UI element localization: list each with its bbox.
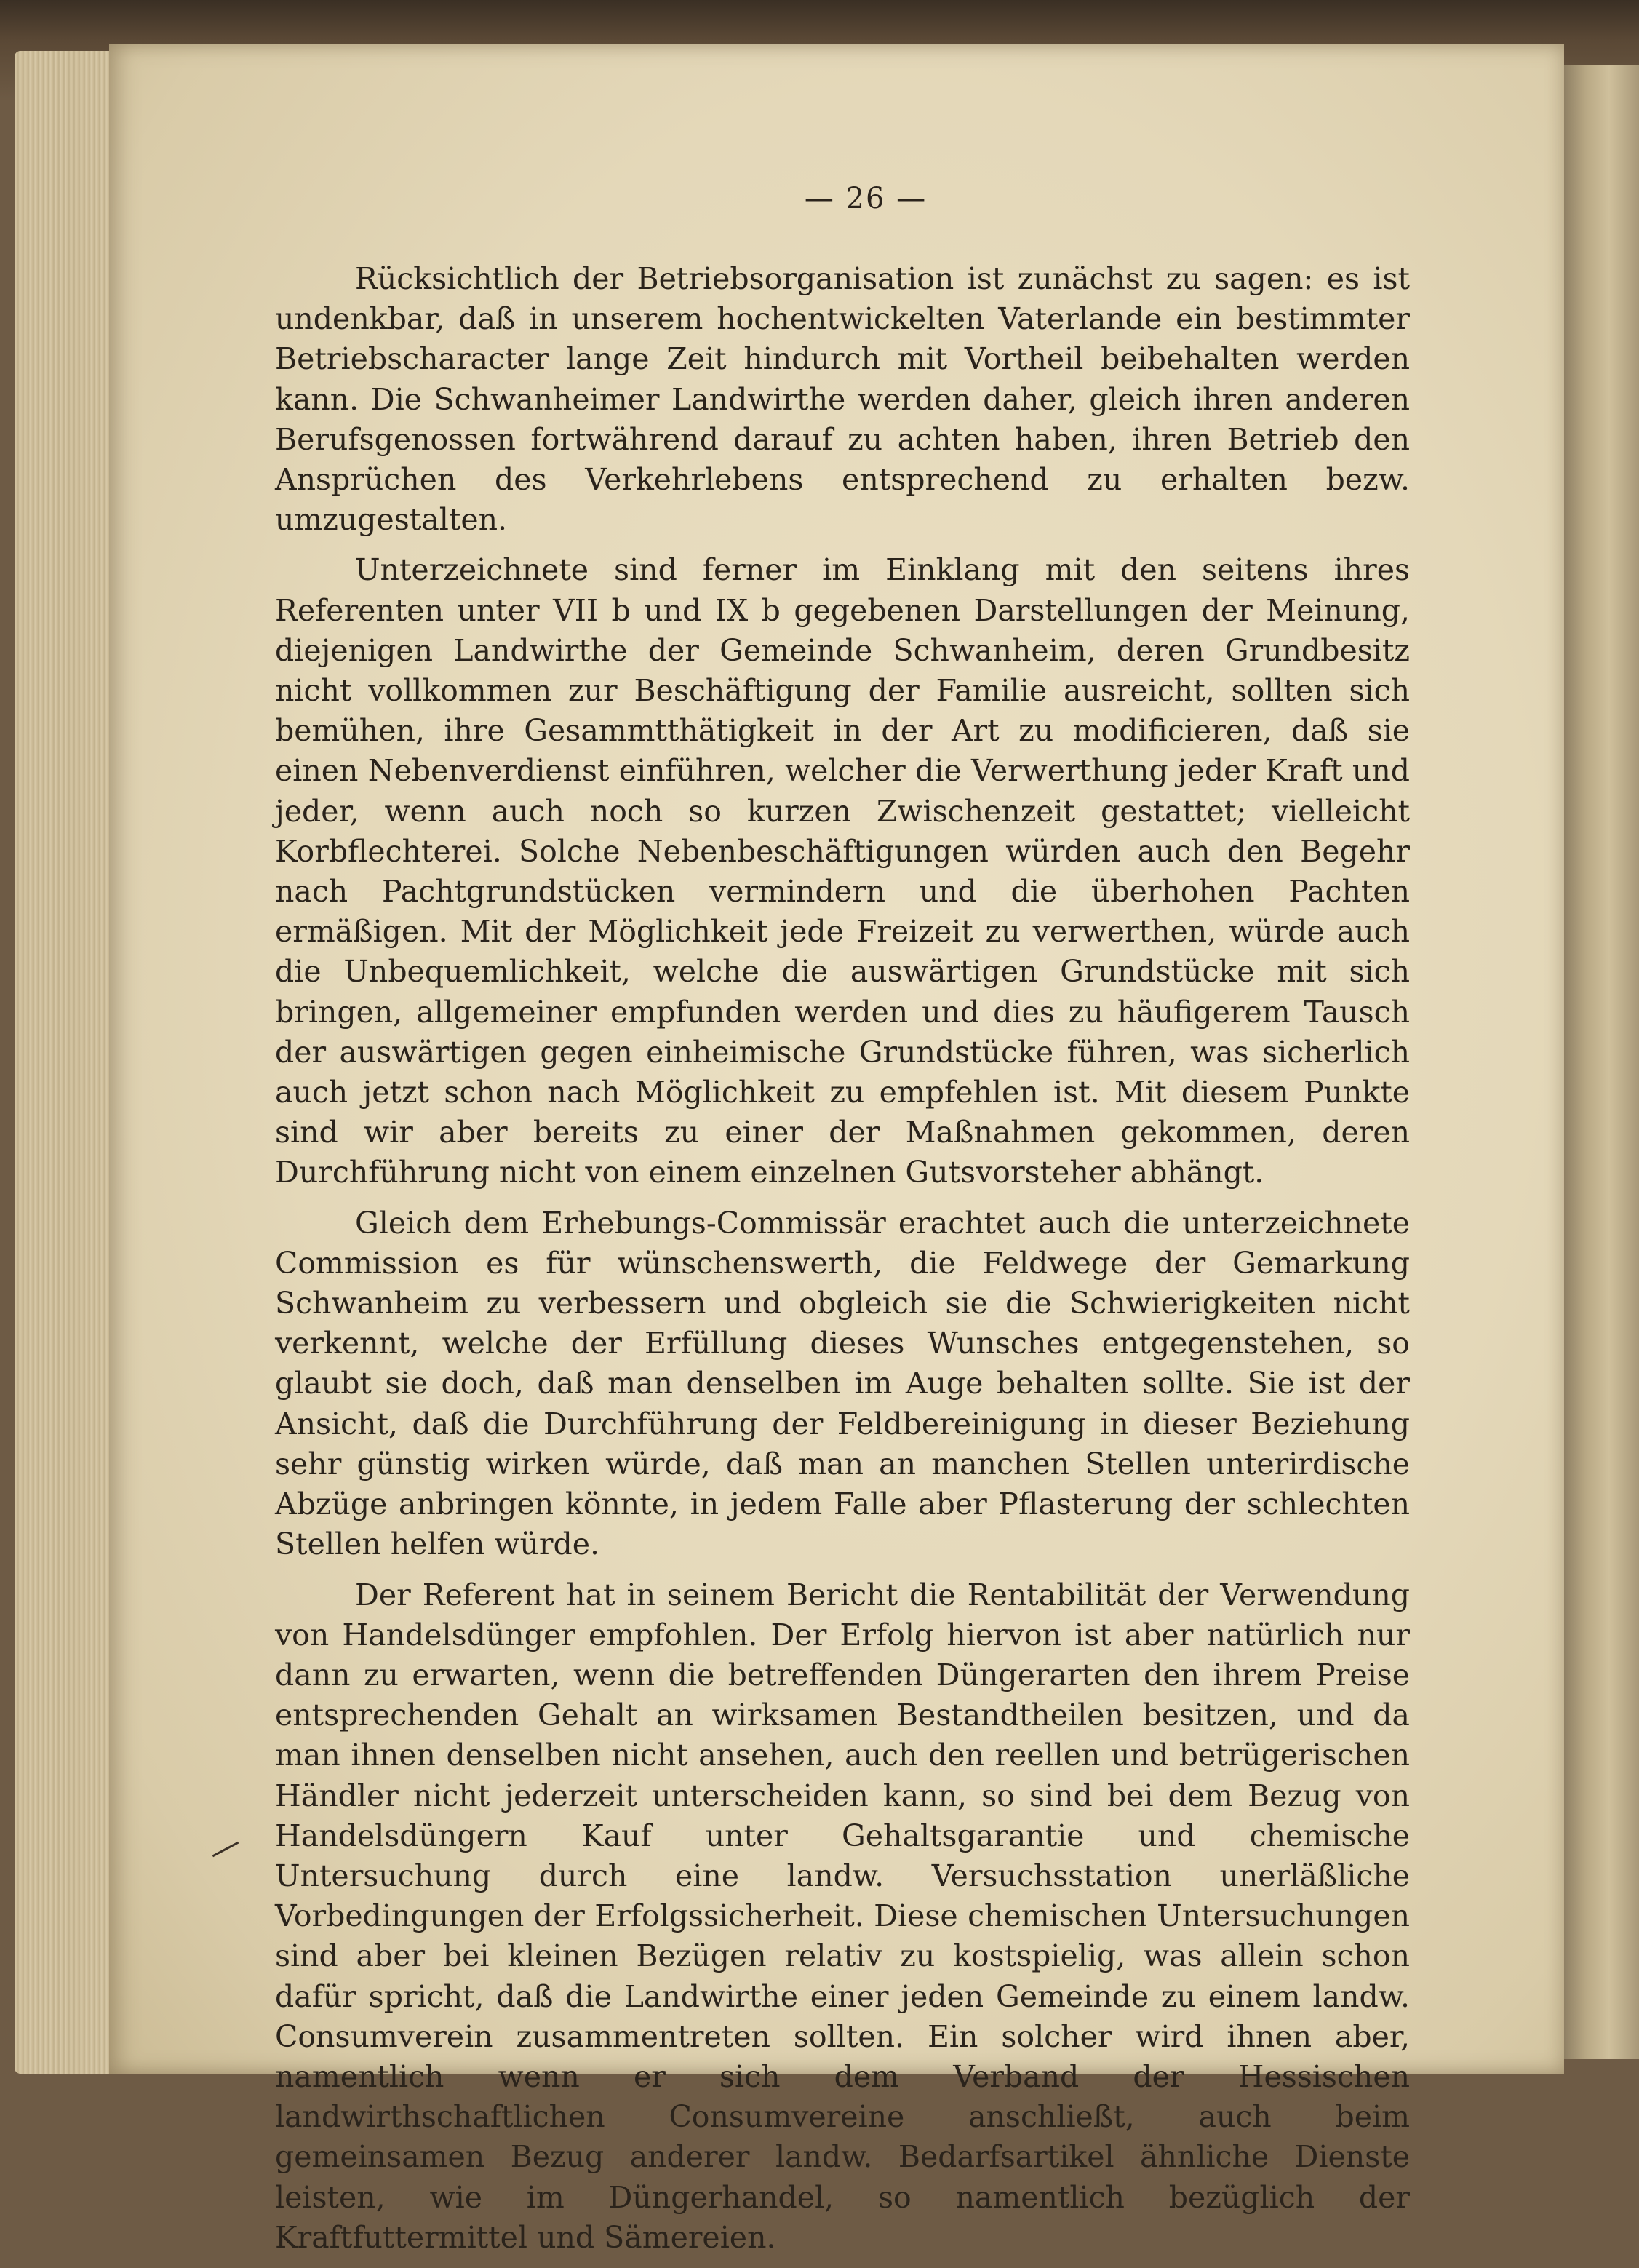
page-stack-edge bbox=[15, 51, 109, 2074]
paragraph-3: Gleich dem Erhebungs-Commissär erachtet auch die unterzeichnete Commission es für wünschenswerth, die Feldwege der Gemarkung Schwanheim zu verbessern und obgleich sie die Schwierigkeiten nicht verkennt, welche der Erfüllung dieses Wunsches entgegenstehen, so glaubt sie doch, daß man denselben im Auge behalten sollte. Sie ist der Ansicht, daß die Durchführung der Feldbereinigung in dieser Beziehung sehr günstig wirken würde, daß man an manchen Stellen unterirdische Abzüge anbringen könnte, in jedem Falle aber Pflasterung der schlechten Stellen helfen würde. bbox=[275, 1205, 1410, 1562]
paragraph-1: Rücksichtlich der Betriebsorganisation ist zunächst zu sagen: es ist undenkbar, daß in unserem hochentwickelten Vaterlande ein bestimmter Betriebscharacter lange Zeit hindurch mit Vortheil beibehalten werden kann. Die Schwanheimer Landwirthe werden daher, gleich ihren anderen Berufsgenossen fortwährend darauf zu achten haben, ihren Betrieb den Ansprüchen des Verkehrlebens entsprechend zu erhalten bezw. umzugestalten. bbox=[275, 261, 1410, 538]
page-body bbox=[275, 259, 1410, 2268]
facing-page-edge bbox=[1564, 65, 1639, 2059]
page-number: — 26 — bbox=[804, 182, 928, 215]
paragraph-2: Unterzeichnete sind ferner im Einklang mit den seitens ihres Referenten unter VII b und IX b gegebenen Darstellungen der Meinung, diejenigen Landwirthe der Gemeinde Schwanheim, deren Grundbesitz nicht vollkommen zur Beschäftigung der Familie ausreicht, sollten sich bemühen, ihre Gesammtthätigkeit in der Art zu modificieren, daß sie einen Nebenverdienst einführen, welcher die Verwerthung jeder Kraft und jeder, wenn auch noch so kurzen Zwischenzeit gestattet; vielleicht Korbflechterei. Solche Nebenbeschäftigungen würden auch den Begehr nach Pachtgrundstücken vermindern und die überhohen Pachten ermäßigen. Mit der Möglichkeit jede Freizeit zu verwerthen, würde auch die Unbequemlichkeit, welche die auswärtigen Grundstücke mit sich bringen, allgemeiner empfunden werden und dies zu häufigerem Tausch der auswärtigen gegen einheimische Grundstücke führen, was sicherlich auch jetzt schon nach Möglichkeit zu empfehlen ist. Mit diesem Punkte sind wir aber bereits zu einer der Maßnahmen gekommen, deren Durchführung nicht von einem einzelnen Gutsvorsteher abhängt. bbox=[275, 552, 1410, 1190]
paragraph-4: Der Referent hat in seinem Bericht die Rentabilität der Verwendung von Handelsdünger empfohlen. Der Erfolg hiervon ist aber natürlich nur dann zu erwarten, wenn die betreffenden Düngerarten den ihrem Preise entsprechenden Gehalt an wirksamen Bestandtheilen besitzen, und da man ihnen denselben nicht ansehen, auch den reellen und betrügerischen Händler nicht jederzeit unterscheiden kann, so sind bei dem Bezug von Handelsdüngern Kauf unter Gehaltsgarantie und chemische Untersuchung durch eine landw. Versuchsstation unerläßliche Vorbedingungen der Erfolgssicherheit. Diese chemischen Untersuchungen sind aber bei kleinen Bezügen relativ zu kostspielig, was allein schon dafür spricht, daß die Landwirthe einer jeden Gemeinde zu einem landw. Consumverein zusammentreten sollten. Ein solcher wird ihnen aber, namentlich wenn er sich dem Verband der Hessischen landwirthschaftlichen Consumvereine anschließt, auch beim gemeinsamen Bezug anderer landw. Bedarfsartikel ähnliche Dienste leisten, wie im Düngerhandel, so namentlich bezüglich der Kraftfuttermittel und Sämereien. bbox=[275, 1577, 1410, 2255]
